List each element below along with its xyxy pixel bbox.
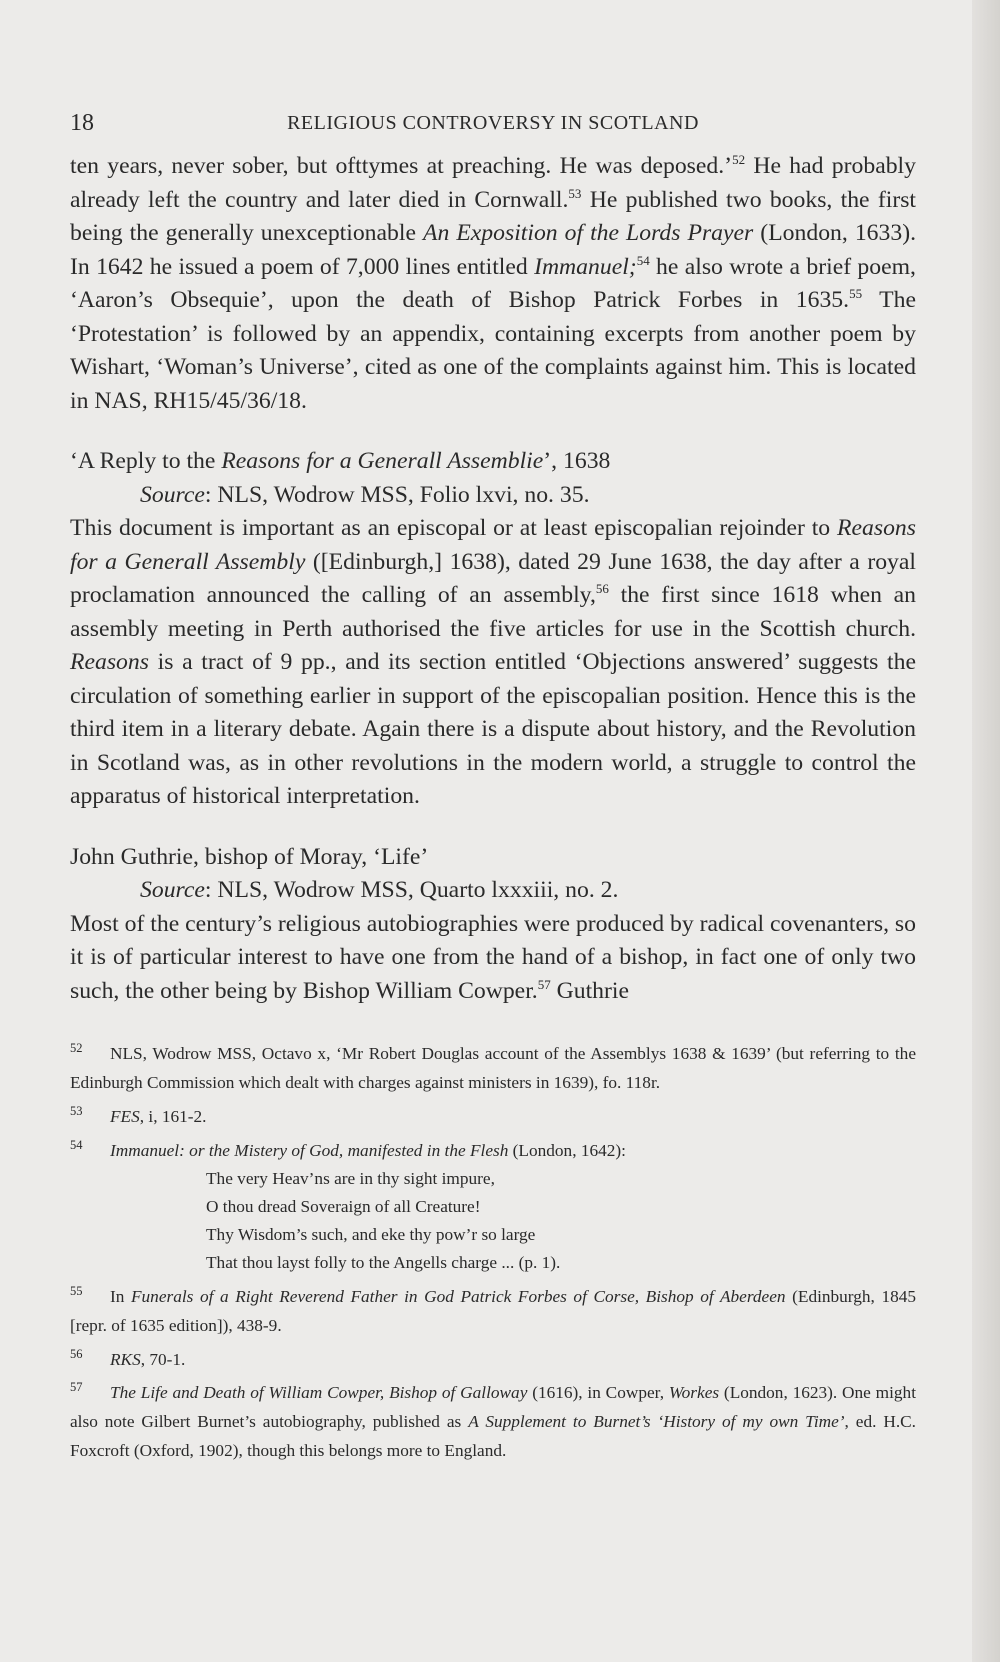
footnote-ref[interactable]: 55 xyxy=(849,285,863,301)
footnote-ref[interactable]: 53 xyxy=(568,185,582,201)
paragraph: Most of the century’s religious autobiographies were produced by radical covenanters, so it is of particular interest to have one from the hand of a bishop, in fact one of only two such, the other being by Bishop William Cowper.$^{57}$ Guthrie xyxy=(70,910,916,1004)
footnote-ref[interactable]: 54 xyxy=(636,252,650,268)
footnote-ref[interactable]: 56 xyxy=(595,580,609,596)
book-page xyxy=(70,110,916,1465)
entry-source: Source: NLS, Wodrow MSS, Quarto lxxxiii, no. 2. xyxy=(140,877,619,903)
verse-line: That thou layst folly to the Angells charge ... (p. 1). xyxy=(206,1252,561,1272)
entry-heading: John Guthrie, bishop of Moray, ‘Life’ xyxy=(70,843,429,870)
page-header xyxy=(70,110,916,150)
entry-source: Source: NLS, Wodrow MSS, Folio lxvi, no. 35. xyxy=(140,481,590,508)
footnote: 52 NLS, Wodrow MSS, Octavo x, ‘Mr Robert Douglas account of the Assemblys 1638 & 1639’ (but referring to the Edinburgh Commission which dealt with charges against ministers in 1639), fo. 118r. xyxy=(70,1041,916,1092)
body-text xyxy=(70,150,916,1008)
footnote: 54 Immanuel: or the Mistery of God, manifested in the Flesh (London, 1642): xyxy=(70,1137,626,1160)
verse-line: The very Heav’ns are in thy sight impure, xyxy=(206,1168,495,1188)
verse-line: Thy Wisdom’s such, and eke thy pow’r so large xyxy=(206,1224,536,1244)
footnote-ref[interactable]: 57 xyxy=(537,976,551,992)
entry-heading: ‘A Reply to the Reasons for a Generall Assemblie’, 1638 xyxy=(70,448,611,474)
page-number: 18 xyxy=(70,110,94,136)
footnote-ref[interactable]: 52 xyxy=(732,151,746,167)
footnotes xyxy=(70,1034,916,1465)
footnote: 53 FES, i, 161-2. xyxy=(70,1103,207,1126)
footnote: 57 The Life and Death of William Cowper, Bishop of Galloway (1616), in Cowper, Workes (London, 1623). One might also note Gilbert Burnet’s autobiography, published as A Supplement to Burnet’s ‘History of my own Time’, ed. H.C. Foxcroft (Oxford, 1902), though this belongs more to England. xyxy=(70,1380,916,1461)
paragraph: ten years, never sober, but ofttymes at preaching. He was deposed.’$^{52}$ He had probably already left the country and later died in Cornwall.$^{53}$ He published two books, the first being the generally unexceptionable An Exposition of the Lords Prayer (London, 1633). In 1642 he issued a poem of 7,000 lines entitled Immanuel;$^{54}$ he also wrote a brief poem, ‘Aaron’s Obsequie’, upon the death of Bishop Patrick Forbes in 1635.55 The ‘Protestation’ is followed by an appendix, containing excerpts from another poem by Wishart, ‘Woman’s Universe’, cited as one of the complaints against him. This is located in NAS, RH15/45/36/18. xyxy=(70,151,917,414)
paragraph: This document is important as an episcopal or at least episcopalian rejoinder to Reasons for a Generall Assembly ([Edinburgh,] 1638), dated 29 June 1638, the day after a royal proclamation announced the calling of an assembly,$^{56}$ the first since 1618 when an assembly meeting in Perth authorised the five articles for use in the Scottish church. Reasons is a tract of 9 pp., and its section entitled ‘Objections answered’ suggests the circulation of something earlier in support of the episcopalian position. Hence this is the third item in a literary debate. Again there is a dispute about history, and the Revolution in Scotland was, as in other revolutions in the modern world, a struggle to control the apparatus of historical interpretation. xyxy=(70,515,916,809)
verse-line: O thou dread Soveraign of all Creature! xyxy=(206,1196,481,1216)
footnote: 56 RKS, 70-1. xyxy=(70,1346,186,1369)
page-edge xyxy=(972,0,1000,1662)
footnote: 55 In Funerals of a Right Reverend Father in God Patrick Forbes of Corse, Bishop of Aberdeen (Edinburgh, 1845 [repr. of 1635 edition]), 438-9. xyxy=(70,1283,917,1335)
running-title: RELIGIOUS CONTROVERSY IN SCOTLAND xyxy=(287,112,699,134)
